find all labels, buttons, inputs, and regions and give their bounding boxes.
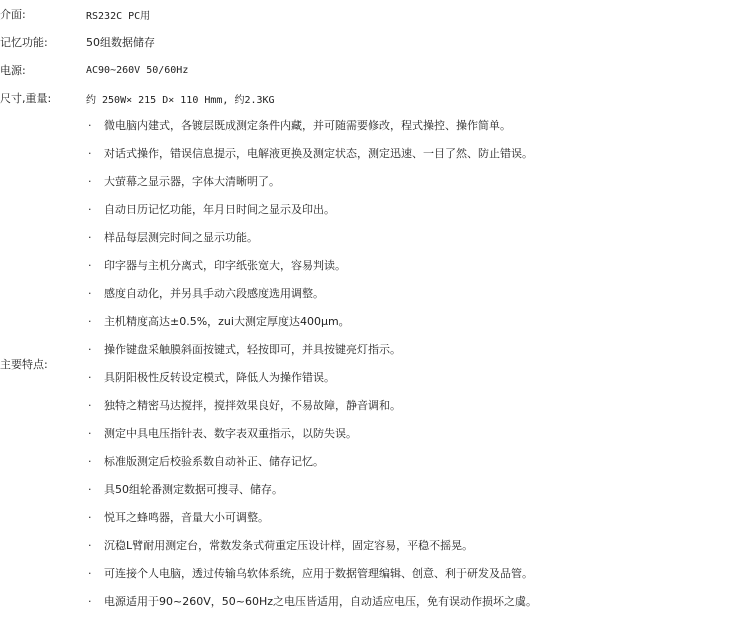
- bullet-icon: ·: [88, 399, 92, 412]
- feature-text: 主机精度高达±0.5%，zui大测定厚度达400μm。: [104, 315, 350, 328]
- feature-text: 感度自动化，并另具手动六段感度选用调整。: [104, 287, 324, 300]
- feature-item: [86, 252, 734, 280]
- feature-text: 标准版测定后校验系数自动补正、储存记忆。: [104, 455, 324, 468]
- spec-value: AC90~260V 50/60Hz: [86, 64, 189, 76]
- bullet-icon: ·: [88, 427, 92, 440]
- bullet-icon: ·: [88, 455, 92, 468]
- feature-item: [86, 588, 734, 616]
- bullet-icon: ·: [88, 315, 92, 328]
- bullet-icon: ·: [88, 343, 92, 356]
- feature-text: 自动日历记忆功能，年月日时间之显示及印出。: [104, 203, 335, 216]
- spec-row-dimensions: [0, 84, 734, 112]
- features-list: [86, 112, 734, 616]
- bullet-icon: ·: [88, 259, 92, 272]
- bullet-icon: ·: [88, 483, 92, 496]
- spec-value: 50组数据储存: [86, 36, 155, 49]
- bullet-icon: ·: [88, 511, 92, 524]
- feature-text: 样品每层测完时间之显示功能。: [104, 231, 258, 244]
- features-cell: [86, 112, 734, 616]
- spec-label: 记忆功能:: [0, 36, 48, 49]
- spec-row-features: [0, 112, 734, 616]
- feature-item: [86, 448, 734, 476]
- feature-item: [86, 168, 734, 196]
- feature-item: [86, 196, 734, 224]
- bullet-icon: ·: [88, 231, 92, 244]
- spec-label: 电源:: [0, 64, 26, 77]
- spec-row-power: [0, 56, 734, 84]
- feature-item: [86, 364, 734, 392]
- spec-label: 尺寸,重量:: [0, 92, 52, 105]
- feature-text: 印字器与主机分离式，印字纸张宽大，容易判读。: [104, 259, 346, 272]
- feature-item: [86, 532, 734, 560]
- spec-value: 约 250W× 215 D× 110 Hmm, 约2.3KG: [86, 94, 275, 106]
- feature-item: [86, 140, 734, 168]
- feature-item: [86, 280, 734, 308]
- feature-text: 可连接个人电脑，透过传输乌软体系统，应用于数据管理编辑、创意、利于研发及品管。: [104, 567, 533, 580]
- bullet-icon: ·: [88, 119, 92, 132]
- spec-row-interface: [0, 0, 734, 28]
- feature-text: 独特之精密马达搅拌，搅拌效果良好，不易故障，静音调和。: [104, 399, 401, 412]
- bullet-icon: ·: [88, 595, 92, 608]
- feature-text: 操作键盘采触膜斜面按键式，轻按即可，并具按键亮灯指示。: [104, 343, 401, 356]
- bullet-icon: ·: [88, 203, 92, 216]
- bullet-icon: ·: [88, 147, 92, 160]
- feature-item: [86, 308, 734, 336]
- feature-text: 微电脑内建式，各镀层既成测定条件内藏，并可随需要修改，程式操控、操作简单。: [104, 119, 511, 132]
- feature-text: 具50组轮番测定数据可搜寻、储存。: [104, 483, 283, 496]
- feature-item: [86, 392, 734, 420]
- feature-item: [86, 336, 734, 364]
- bullet-icon: ·: [88, 287, 92, 300]
- feature-text: 测定中具电压指针表、数字表双重指示，以防失误。: [104, 427, 357, 440]
- feature-item: [86, 420, 734, 448]
- spec-label: 介面:: [0, 8, 26, 21]
- bullet-icon: ·: [88, 539, 92, 552]
- feature-item: [86, 560, 734, 588]
- features-label: 主要特点:: [0, 358, 48, 371]
- spec-row-memory: [0, 28, 734, 56]
- feature-text: 大萤幕之显示器，字体大清晰明了。: [104, 175, 280, 188]
- feature-item: [86, 224, 734, 252]
- feature-text: 具阴阳极性反转设定模式，降低人为操作错误。: [104, 371, 335, 384]
- bullet-icon: ·: [88, 371, 92, 384]
- feature-item: [86, 504, 734, 532]
- bullet-icon: ·: [88, 175, 92, 188]
- spec-value: RS232C PC用: [86, 10, 151, 22]
- feature-text: 悦耳之蜂鸣器，音量大小可调整。: [104, 511, 269, 524]
- bullet-icon: ·: [88, 567, 92, 580]
- feature-text: 对话式操作，错误信息提示，电解液更换及测定状态，测定迅速、一目了然、防止错误。: [104, 147, 533, 160]
- feature-text: 电源适用于90~260V，50~60Hz之电压皆适用，自动适应电压，免有误动作损坏之虞。: [104, 595, 537, 608]
- feature-text: 沉稳L臂耐用测定台，常数发条式荷重定压设计样，固定容易，平稳不摇晃。: [104, 539, 474, 552]
- feature-item: [86, 112, 734, 140]
- feature-item: [86, 476, 734, 504]
